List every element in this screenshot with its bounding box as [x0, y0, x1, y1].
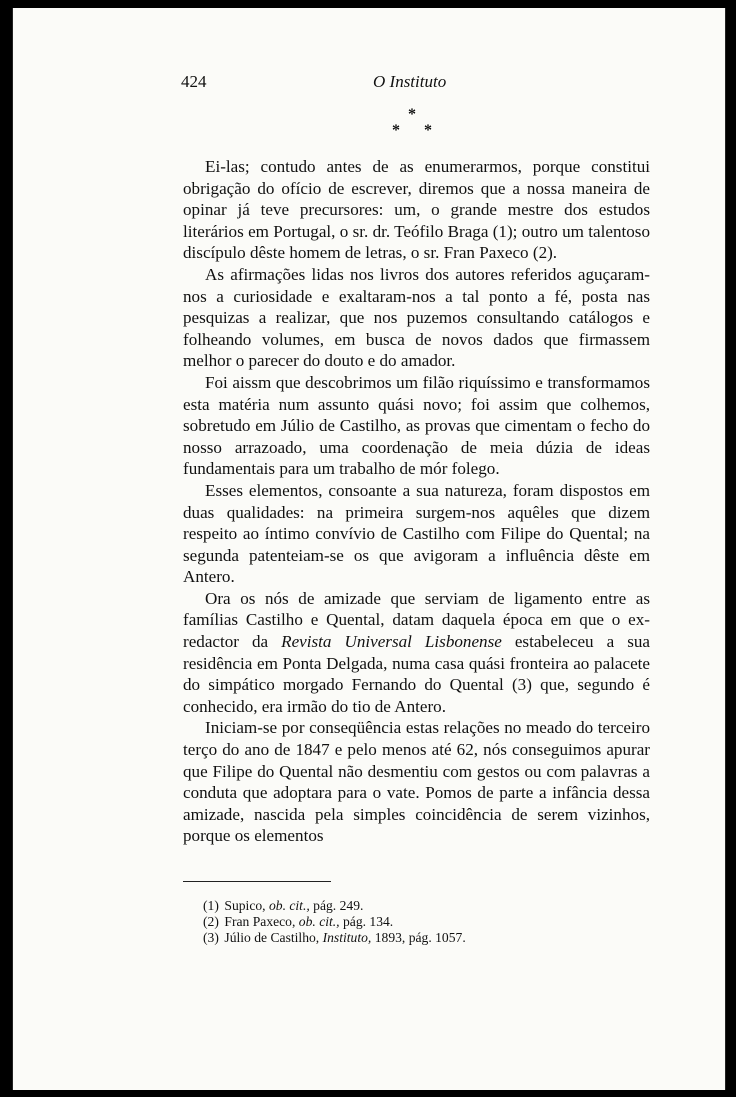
paragraph-text: estabeleceu a sua residência em Ponta Delgada, numa casa quási fronteira ao palacete do simpático morgado Fernando do Quental (3) que, segundo é conhecido, era irmão do tio de Antero.: [183, 632, 650, 716]
footnote-author: Júlio de Castilho,: [224, 929, 320, 945]
paragraph-text: Ora os nós de amizade que serviam de ligamento entre as famílias Castilho e Quental, datam daquela época em que o ex-redactor da: [183, 588, 650, 652]
asterism-star: *: [408, 106, 416, 123]
paragraph: Esses elementos, consoante a sua natureza, foram dispostos em duas qualidades: na primeira surgem-nos aquêles que dizem respeito ao íntimo convívio de Castilho com Filipe do Quental; na segunda patenteiam-se os que avigoram a influência dêste em Antero.: [183, 480, 650, 587]
footnote-reference: Instituto,: [322, 929, 372, 945]
footnote-number: (2): [203, 913, 219, 929]
paragraph: [183, 588, 650, 718]
footnote-author: Fran Paxeco,: [224, 913, 296, 929]
running-title: O Instituto: [373, 72, 447, 91]
footnote-number: (3): [203, 929, 219, 945]
footnote-page: pág. 249.: [313, 898, 364, 913]
periodical-title: Revista Universal Lisbonense: [281, 632, 502, 652]
footnote-number: (1): [203, 898, 219, 913]
footnote: [203, 898, 650, 914]
page-number: 424: [181, 72, 207, 91]
asterism-star: *: [392, 122, 400, 139]
footnote: [203, 930, 650, 946]
footnote-rule: [183, 881, 331, 882]
paragraph: As afirmações lidas nos livros dos autores referidos aguçaram-nos a curiosidade e exaltaram-nos a tal ponto a fé, posta nas pesquizas a realizar, que nos puzemos consultando catálogos e folheando volumes, em busca de novos dados que firmassem melhor o parecer do douto e do amador.: [183, 264, 650, 371]
footnote-author: Supico,: [224, 898, 266, 913]
paragraph: Ei-las; contudo antes de as enumerarmos, porque constitui obrigação do ofício de escrever, diremos que a nossa maneira de opinar já teve precursores: um, o grande mestre dos estudos literários em Portugal, o sr. dr. Teófilo Braga (1); outro um talentoso discípulo dêste homem de letras, o sr. Fran Paxeco (2).: [183, 157, 650, 263]
body-text: [183, 156, 650, 847]
paragraph: Iniciam-se por conseqüência estas relações no meado do terceiro terço do ano de 1847 e pelo menos até 62, nós conseguimos apurar que Filipe do Quental não desmentiu com gestos ou com palavras a conduta que adoptara para o vate. Pomos de parte a infância dessa amizade, nascida pela simples coincidência de serem vizinhos, porque os elementos: [183, 718, 650, 846]
footnotes: [183, 898, 650, 945]
footnote-reference: ob. cit.,: [268, 898, 310, 913]
asterism-ornament: [183, 106, 650, 150]
running-head: [183, 70, 650, 96]
book-page: [183, 70, 650, 945]
footnote-page: 1893, pág. 1057.: [374, 929, 466, 945]
footnote-page: pág. 134.: [342, 913, 394, 929]
footnote: [203, 914, 650, 930]
footnote-reference: ob. cit.,: [298, 913, 340, 929]
asterism-star: *: [424, 122, 432, 139]
paragraph: Foi aissm que descobrimos um filão riquíssimo e transformamos esta matéria num assunto quási novo; foi assim que colhemos, sobretudo em Júlio de Castilho, as provas que cimentam o fecho do nosso arrazoado, uma coordenação de meia dúzia de ideas fundamentais para um trabalho de mór folego.: [183, 372, 650, 479]
page-frame: [12, 8, 726, 1090]
